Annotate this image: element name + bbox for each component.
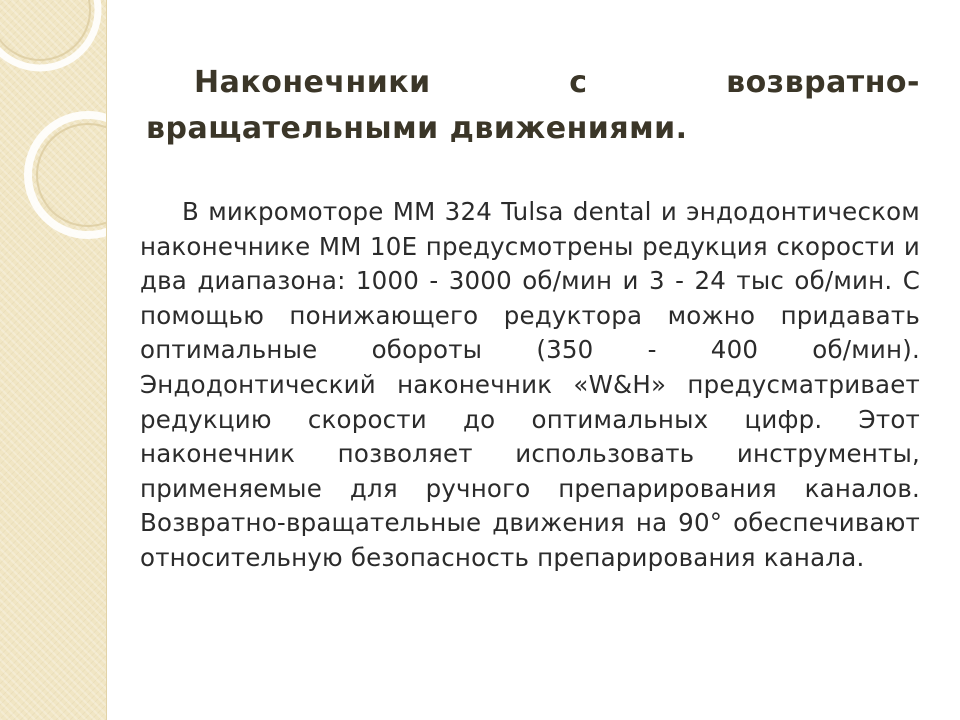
- slide-body: [140, 195, 920, 576]
- title-line-1: [146, 60, 920, 106]
- title-word-2: с: [569, 65, 588, 100]
- decorative-sidebar: [0, 0, 107, 720]
- decorative-circles: [0, 0, 106, 720]
- title-line-2: вращательными движениями.: [146, 111, 688, 146]
- decorative-circle-middle: [28, 115, 106, 235]
- body-paragraph: В микромоторе ММ 324 Tulsa dental и эндодонтическом наконечнике ММ 10Е предусмотрены редукция скорости и два диапазона: 1000 - 3000 об/мин и 3 - 24 тыс об/мин. С помощью понижающего редуктора можно придавать оптимальные обороты (350 - 400 об/мин). Эндодонтический наконечник «W&H» предусматривает редукцию скорости до оптимальных цифр. Этот наконечник позволяет использовать инструменты, применяемые для ручного препарирования каналов. Возвратно-вращательные движения на 90° обеспечивают относительную безопасность препарирования канала.: [140, 197, 920, 572]
- slide-title: [146, 60, 920, 152]
- title-word-1: Наконечники: [194, 65, 431, 100]
- title-word-3: возвратно-: [726, 65, 920, 100]
